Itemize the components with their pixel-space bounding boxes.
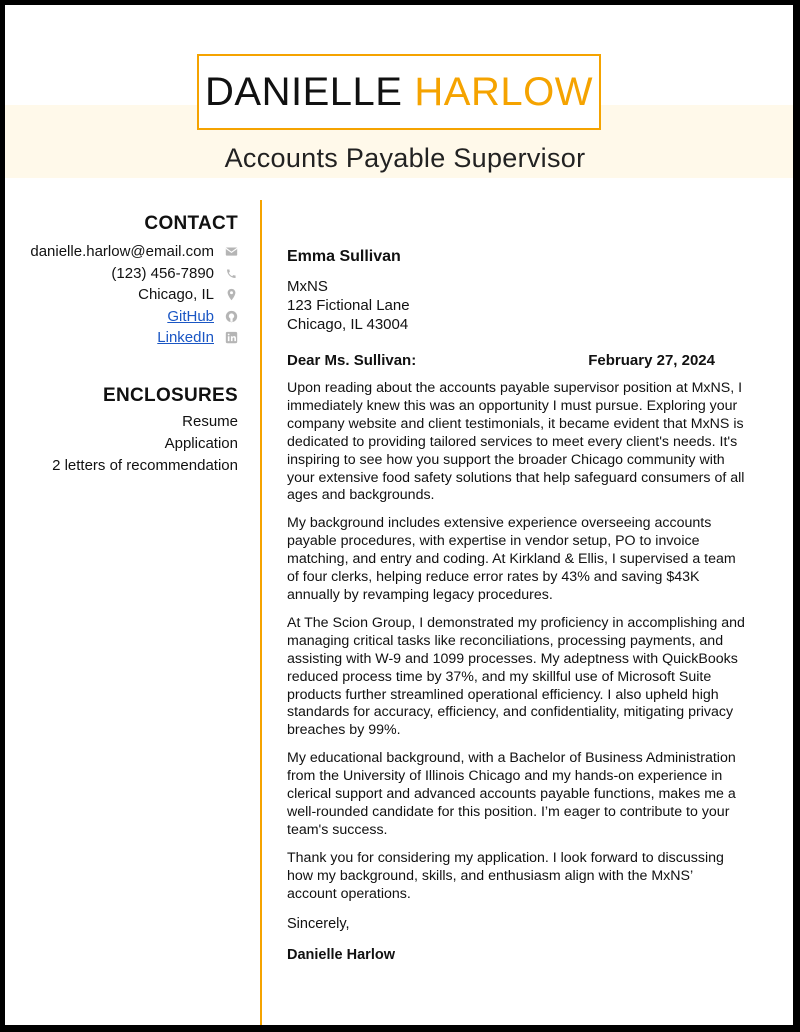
left-column <box>30 213 238 479</box>
enclosure-item: 2 letters of recommendation <box>52 456 238 474</box>
recipient-address-line2: Chicago, IL 43004 <box>287 316 409 333</box>
recipient-address-line1: 123 Fictional Lane <box>287 297 410 314</box>
contact-heading: CONTACT <box>144 213 238 234</box>
letter-paragraph: My background includes extensive experience overseeing accounts payable procedures, with expertise in vendor setup, PO to invoice matching, and entry and coding. At Kirkland & Ellis, I supervised a team of four clerks, helping reduce error rates by 43% and saving $43K annually by revamping legacy procedures. <box>287 515 736 603</box>
contact-linkedin[interactable] <box>30 327 238 349</box>
envelope-icon <box>224 245 238 259</box>
github-icon <box>224 309 238 323</box>
linkedin-link[interactable]: LinkedIn <box>157 329 214 347</box>
email-text: danielle.harlow@email.com <box>30 243 214 261</box>
contact-github[interactable] <box>30 306 238 328</box>
name-box <box>197 54 601 130</box>
letter-paragraph: My educational background, with a Bachelor of Business Administration from the University of Illinois Chicago and my hands-on experience in clerical support and advanced accounts payable functions, makes me a well-rounded candidate for this position. I’m eager to contribute to your team's success. <box>287 750 736 838</box>
letter-paragraph: Upon reading about the accounts payable supervisor position at MxNS, I immediately knew this was an opportunity I must pursue. Exploring your company website and client testimonials, it became evident that MxNS is dedicated to providing tailored services to meet every client's needs. It's inspiring to see how you support the broader Chicago community with your extensive food safety solutions that help safeguard consumers of all ages and backgrounds. <box>287 380 745 504</box>
linkedin-icon <box>224 331 238 345</box>
letter-paragraph: Thank you for considering my application. I look forward to discussing how my background, skills, and enthusiasm align with the MxNS’ account operations. <box>287 849 724 902</box>
enclosure-item: Application <box>164 434 238 452</box>
enclosure-item: Resume <box>182 412 238 430</box>
salutation: Dear Ms. Sullivan: <box>287 352 417 369</box>
letter-date: February 27, 2024 <box>588 352 715 369</box>
salutation-row <box>287 352 745 369</box>
phone-text: (123) 456-7890 <box>111 264 214 282</box>
last-name: HARLOW <box>414 69 593 114</box>
enclosures-section <box>30 385 238 479</box>
letter-paragraph: At The Scion Group, I demonstrated my proficiency in accomplishing and managing critical tasks like reconciliations, processing payments, and assisting with W-9 and 1099 processes. My adeptness with QuickBooks reduced process time by 37%, and my skillful use of Microsoft Suite products further streamlined operational efficiency. I also upheld high standards for accuracy, efficiency, and confidentiality, mitigating privacy breaches by 99%. <box>287 614 745 739</box>
signature-name: Danielle Harlow <box>287 947 395 964</box>
contact-email <box>30 241 238 263</box>
closing: Sincerely, <box>287 916 350 933</box>
resume-page <box>5 5 793 1025</box>
contact-location <box>30 284 238 306</box>
recipient-company: MxNS <box>287 278 328 295</box>
location-pin-icon <box>224 288 238 302</box>
phone-icon <box>224 266 238 280</box>
recipient-name: Emma Sullivan <box>287 248 401 265</box>
enclosures-heading: ENCLOSURES <box>103 384 238 406</box>
contact-phone <box>30 263 238 285</box>
first-name: DANIELLE <box>205 69 403 114</box>
location-text: Chicago, IL <box>138 286 214 304</box>
column-divider <box>260 200 262 1025</box>
job-title: Accounts Payable Supervisor <box>224 143 586 173</box>
letter-body <box>287 248 745 963</box>
github-link[interactable]: GitHub <box>167 307 214 325</box>
